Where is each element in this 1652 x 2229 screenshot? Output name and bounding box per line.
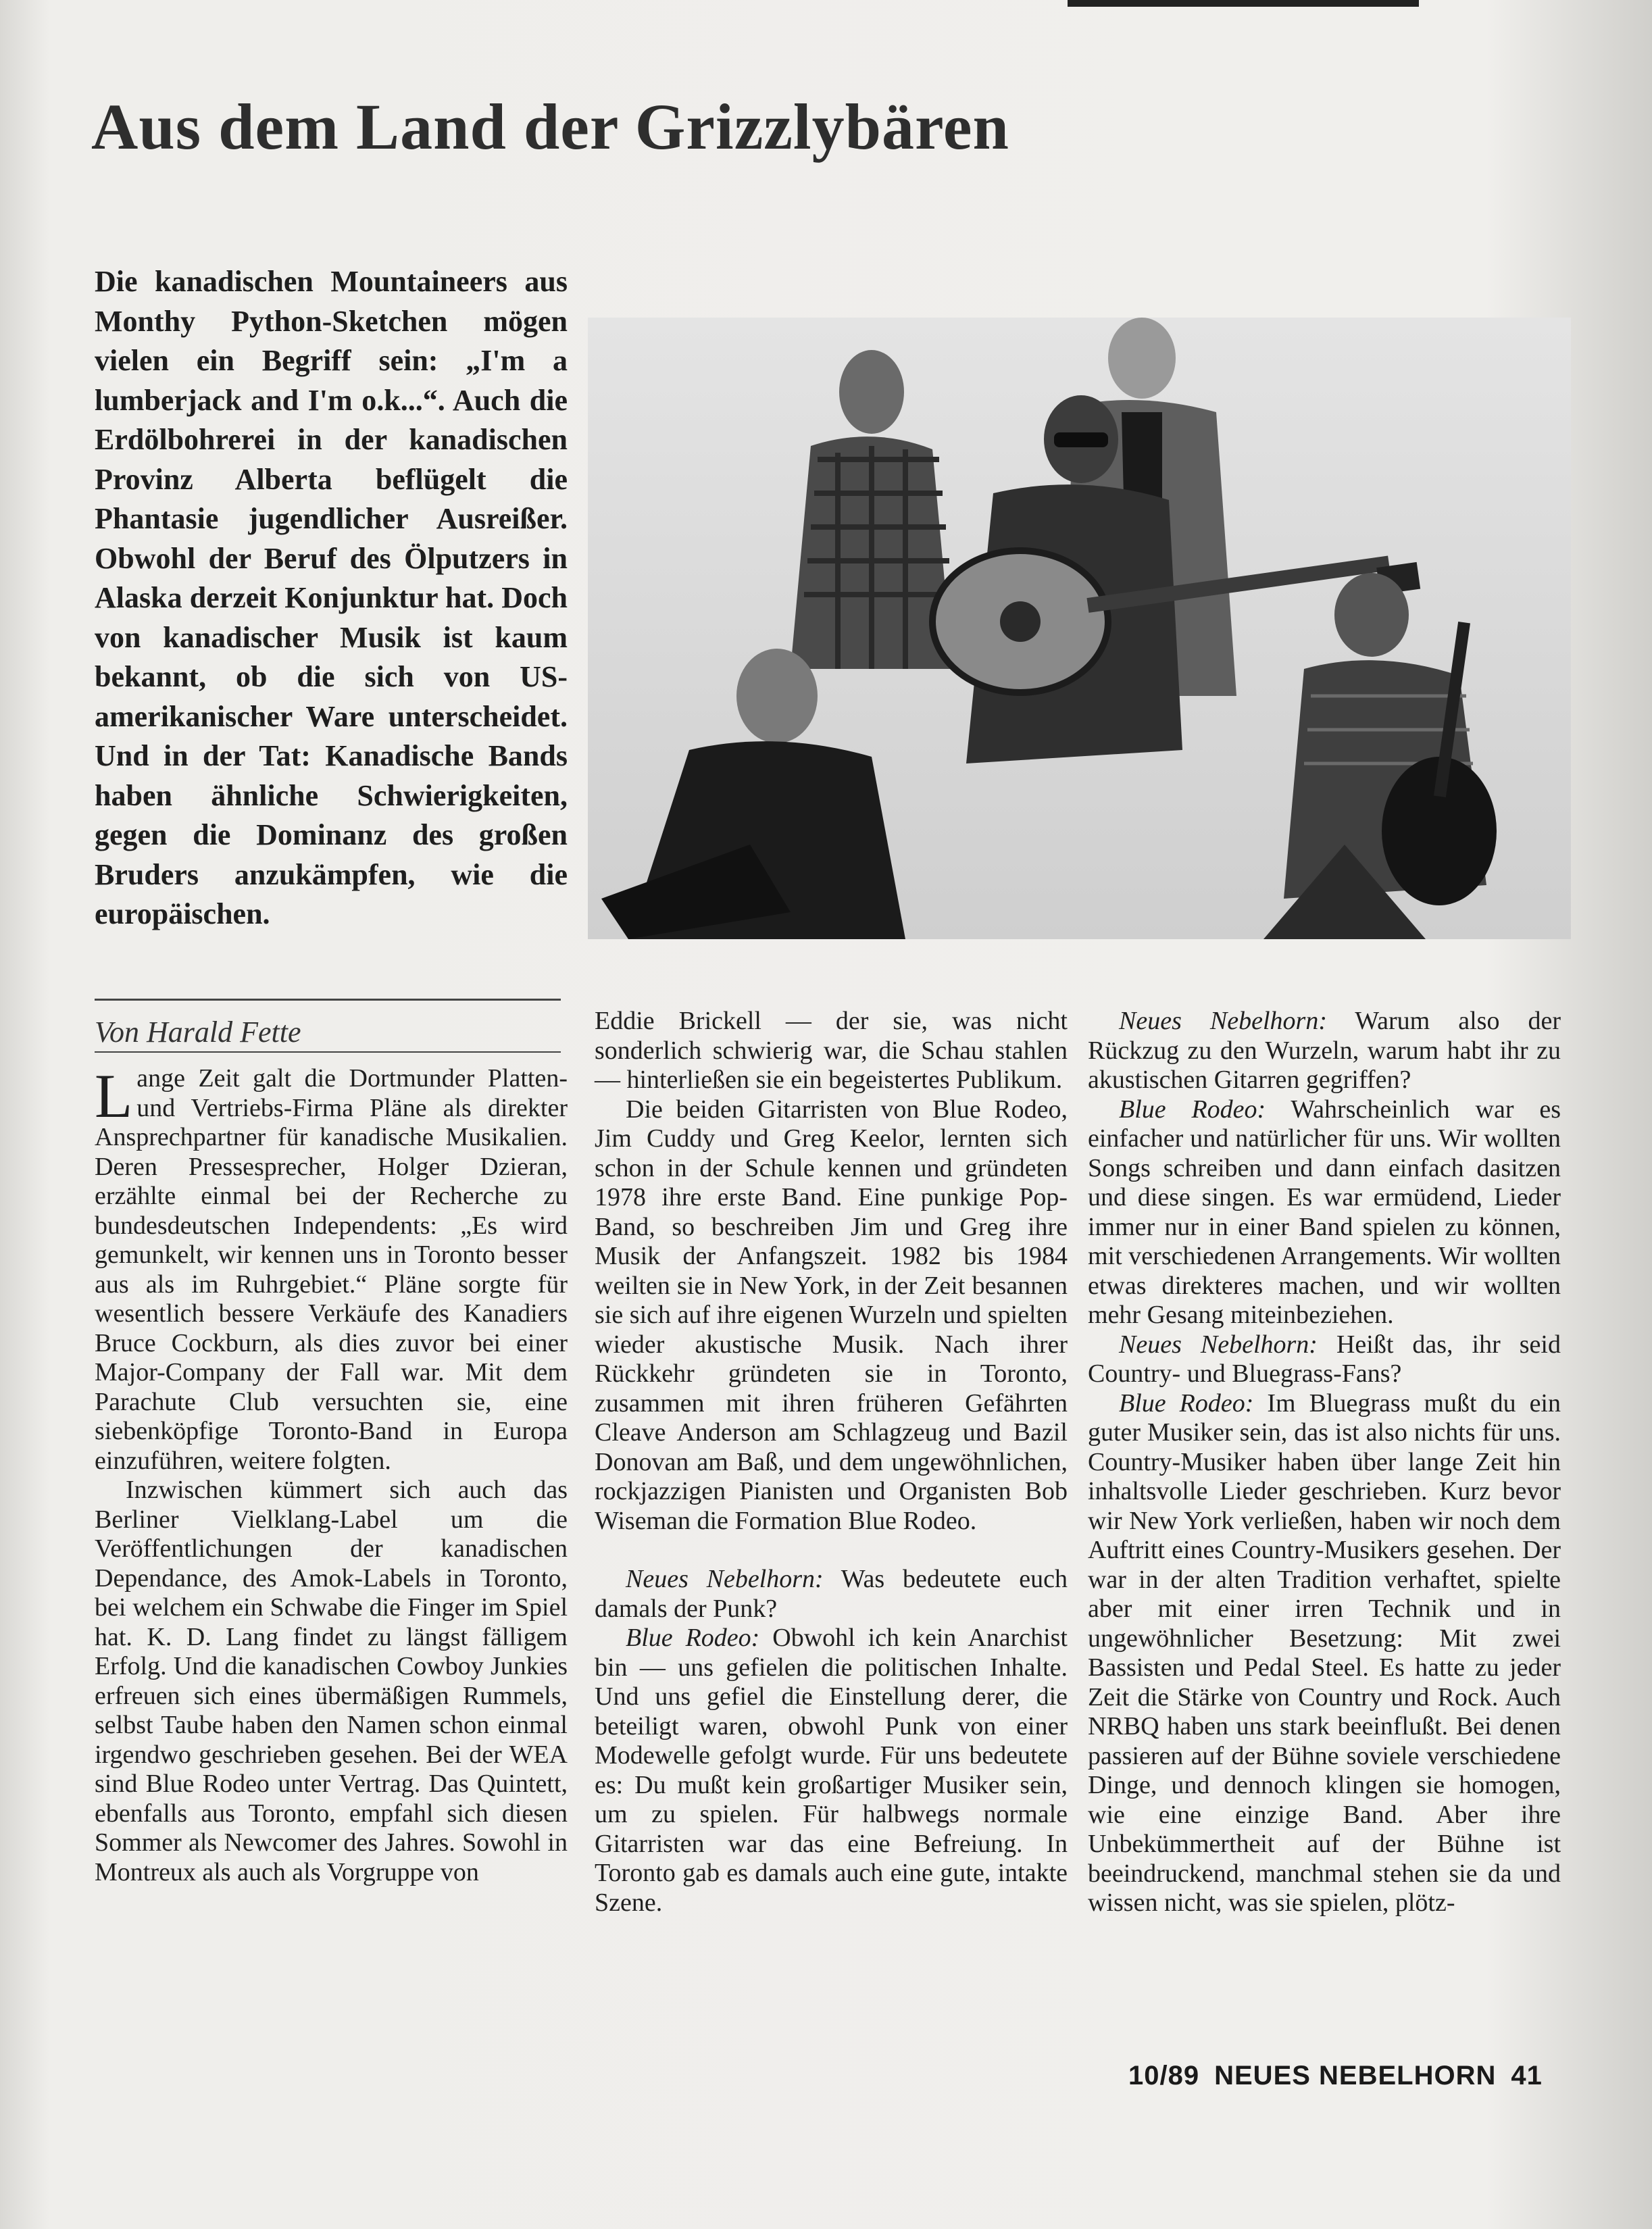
col3-answer-2 xyxy=(1088,1389,1561,1918)
magazine-name: NEUES NEBELHORN xyxy=(1214,2061,1497,2090)
column-1 xyxy=(95,1061,568,1887)
speaker-label: Blue Rodeo: xyxy=(1119,1388,1254,1418)
col3-question-2 xyxy=(1088,1330,1561,1389)
col2-answer-1 xyxy=(595,1624,1068,1918)
byline-underline xyxy=(95,1051,561,1053)
intro-text: Die kanadischen Mountaineers aus Monthy Python-Sketchen mögen vielen ein Begriff sein: „I'm a lumberjack and I'm o.k...“. Auch die Erdölbohrerei in der kanadischen Provinz Alberta beflügelt die Phantasie jugendlicher Ausreißer. Obwohl der Beruf des Ölputzers in Alaska derzeit Konjunktur hat. Doch von kanadischer Musik ist kaum bekannt, ob die sich von US-amerikanischer Ware unterscheidet. Und in der Tat: Kanadische Bands haben ähnliche Schwierigkeiten, gegen die Dominanz des großen Bruders anzukämpfen, wie die europäischen. xyxy=(95,265,568,930)
answer-text: Wahrscheinlich war es einfacher und natürlicher für uns. Wir wollten Songs schreiben und dann einfach dasitzen und diese singen. Es war ermüdend, Lieder immer nur in einer Band spielen zu können, mit verschiedenen Arrangements. Wir wollten etwas direkteres machen, und wir wollten mehr Gesang miteinbeziehen. xyxy=(1088,1095,1561,1329)
author-byline: Von Harald Fette xyxy=(95,1016,301,1049)
col2-paragraph-1: Eddie Brickell — der sie, was nicht sonderlich schwierig war, die Schau stahlen — hinterließen sie ein begeistertes Publikum. xyxy=(595,1007,1068,1094)
page-number: 41 xyxy=(1511,2061,1543,2090)
drop-cap: L xyxy=(95,1061,133,1130)
answer-text: Obwohl ich kein Anarchist bin — uns gefielen die politischen Inhalte. Und uns gefiel die Einstellung derer, die beteiligt waren, obwohl Punk von einer Modewelle gefolgt wurde. Für uns bedeutete es: Du mußt kein großartiger Musiker sein, um zu spielen. Für halbwegs normale Gitarristen war das eine Befreiung. In Toronto gab es damals auch eine gute, intakte Szene. xyxy=(595,1624,1068,1917)
speaker-label: Neues Nebelhorn: xyxy=(1119,1330,1318,1359)
question-text: Warum also der Rückzug zu den Wurzeln, warum habt ihr zu akustischen Gitarren gegriffen? xyxy=(1088,1007,1561,1094)
column-3 xyxy=(1088,1007,1561,1918)
col1-paragraph-1 xyxy=(95,1061,568,1476)
col1-paragraph-1-text: ange Zeit galt die Dortmunder Platten- und Vertriebs-Firma Pläne als direkter Ansprechpartner für kanadische Musikalien. Deren Pressesprecher, Holger Dzieran, erzählte einmal bei der Recherche zu bundesdeutschen Independents: „Es wird gemunkelt, wir kennen uns in Toronto besser aus als im Ruhrgebiet.“ Pläne sorgte für wesentlich bessere Verkäufe des Kanadiers Bruce Cockburn, als dies zuvor bei einer Major-Company der Fall war. Mit dem Parachute Club versuchten sie, eine siebenköpfige Toronto-Band in Europa einzuführen, weitere folgten. xyxy=(95,1064,568,1475)
article-title: Aus dem Land der Grizzlybären xyxy=(91,91,1009,163)
previous-page-strip xyxy=(1068,0,1419,7)
band-photo-illustration xyxy=(588,318,1571,939)
col2-paragraph-2: Die beiden Gitarristen von Blue Rodeo, Jim Cuddy und Greg Keelor, lernten sich schon in der Schule kennen und gründeten 1978 ihre erste Band. Eine punkige Pop-Band, so beschreiben Jim und Greg ihre Musik der Anfangszeit. 1982 bis 1984 weilten sie in New York, in der Zeit besannen sie sich auf ihre eigenen Wurzeln und spielten wieder akustische Musik. Nach ihrer Rückkehr gründeten sie in Toronto, zusammen mit ihren früheren Gefährten Cleave Anderson am Schlagzeug und Bazil Donovan am Baß, und dem ungewöhnlichen, rockjazzigen Pianisten und Organisten Bob Wiseman die Formation Blue Rodeo. xyxy=(595,1095,1068,1535)
speaker-label: Neues Nebelhorn: xyxy=(626,1565,824,1593)
col1-paragraph-2: Inzwischen kümmert sich auch das Berliner Vielklang-Label um die Veröffentlichungen der kanadischen Dependance, des Amok-Labels in Toronto, bei welchem ein Schwabe die Finger im Spiel hat. K. D. Lang findet zu längst fälligem Erfolg. Und die kanadischen Cowboy Junkies erfreuen sich eines übermäßigen Rummels, selbst Taube haben den Namen schon einmal irgendwo geschrieben gesehen. Bei der WEA sind Blue Rodeo unter Vertrag. Das Quintett, ebenfalls aus Toronto, empfahl sich diesen Sommer als Newcomer des Jahres. Sowohl in Montreux als auch als Vorgruppe von xyxy=(95,1476,568,1886)
col3-answer-1 xyxy=(1088,1095,1561,1330)
page-footer xyxy=(1128,2061,1561,2091)
column-2 xyxy=(595,1007,1068,1918)
question-text: Heißt das, ihr seid Country- und Bluegrass-Fans? xyxy=(1088,1330,1561,1388)
speaker-label: Blue Rodeo: xyxy=(626,1624,760,1652)
speaker-label: Neues Nebelhorn: xyxy=(1119,1007,1327,1035)
issue-number: 10/89 xyxy=(1128,2061,1200,2090)
question-text: Was bedeutete euch damals der Punk? xyxy=(595,1565,1068,1623)
col3-question-1 xyxy=(1088,1007,1561,1095)
article-intro xyxy=(95,262,568,934)
col2-question-1 xyxy=(595,1565,1068,1624)
answer-text: Im Bluegrass mußt du ein guter Musiker sein, das ist also nichts für uns. Country-Musiker haben über lange Zeit hin inhaltsvolle Lieder geschrieben. Kurz bevor wir New York verließen, haben wir noch dem Auftritt eines Country-Musikers gesehen. Der war in der alten Tradition verhaftet, spielte aber mit einer irren Technik und in ungewöhnlicher Besetzung: Mit zwei Bassisten und Pedal Steel. Es hatte zu jeder Zeit die Stärke von Country und Rock. Auch NRBQ haben uns stark beeinflußt. Bei denen passieren auf der Bühne soviele verschiedene Dinge, und dennoch klingen sie homogen, wie eine einzige Band. Aber ihre Unbekümmertheit auf der Bühne ist beeindruckend, manchmal stehen sie da und wissen nicht, was sie spielen, plötz- xyxy=(1088,1388,1561,1917)
intro-separator-left xyxy=(95,999,561,1001)
speaker-label: Blue Rodeo: xyxy=(1119,1095,1266,1124)
band-photo xyxy=(588,318,1571,939)
